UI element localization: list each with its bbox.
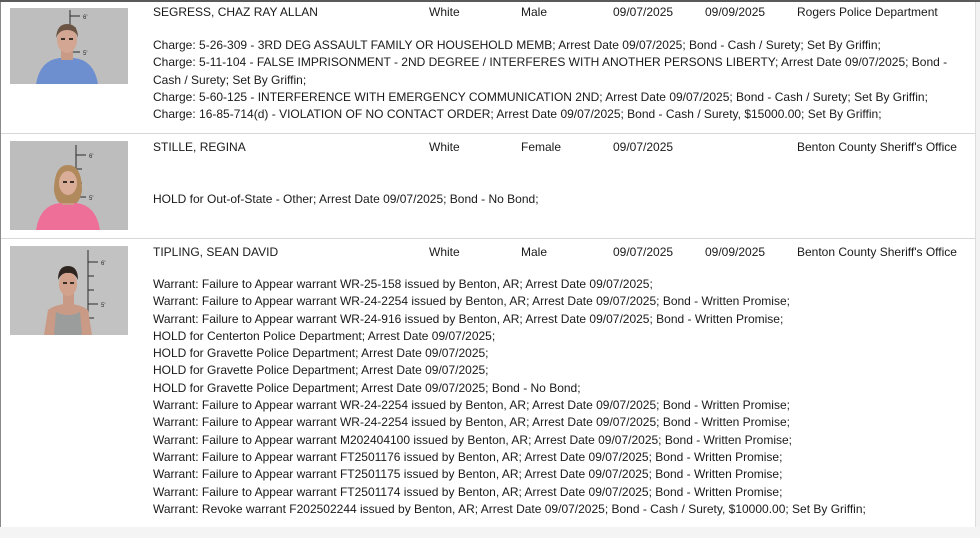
charge-line: HOLD for Gravette Police Department; Arrest Date 09/07/2025; [153,363,489,378]
charge-list [153,276,965,518]
release-date: 09/09/2025 [705,245,766,259]
inmate-record[interactable] [1,239,975,527]
inmate-listing [0,2,976,527]
charge-list [153,191,965,208]
charge-line: Warrant: Failure to Appear warrant FT2501175 issued by Benton, AR; Arrest Date 09/07/2025; Bond - Written Promise; [153,467,783,482]
arrest-date: 09/07/2025 [613,5,674,19]
record-header [1,239,975,259]
charge-line: HOLD for Gravette Police Department; Arrest Date 09/07/2025; Bond - No Bond; [153,380,581,395]
inmate-name[interactable]: SEGRESS, CHAZ RAY ALLAN [153,5,318,19]
charge-line: Warrant: Revoke warrant F202502244 issued by Benton, AR; Arrest Date 09/07/2025; Bond - Cash / Surety, $10000.00; Set By Griffin; [153,501,866,516]
charge-line: Warrant: Failure to Appear warrant WR-24-916 issued by Benton, AR; Arrest Date 09/07/2025; Bond - Written Promise; [153,311,784,326]
page-bottom-strip [0,527,980,538]
charge-line: Warrant: Failure to Appear warrant M202404100 issued by Benton, AR; Arrest Date 09/07/2025; Bond - Written Promise; [153,432,793,447]
svg-text:6': 6' [83,15,88,21]
mugshot-photo[interactable] [10,141,128,230]
svg-text:5': 5' [101,303,106,309]
charge-line: Charge: 16-85-714(d) - VIOLATION OF NO CONTACT ORDER; Arrest Date 09/07/2025; Bond - Cash / Surety, $15000.00; Set By Griffin; [153,107,882,122]
sex: Male [521,5,548,19]
arresting-agency: Benton County Sheriff's Office [797,140,957,154]
charge-line: HOLD for Centerton Police Department; Arrest Date 09/07/2025; [153,328,496,343]
charge-line: Charge: 5-11-104 - FALSE IMPRISONMENT - 2ND DEGREE / INTERFERES WITH ANOTHER PERSONS LIBERTY; Arrest Date 09/07/2025; Bond - Cash / Surety; Set By Griffin; [153,55,948,87]
race: White [429,140,460,154]
arrest-date: 09/07/2025 [613,140,674,154]
charge-list [153,37,965,123]
svg-text:6': 6' [89,154,94,160]
svg-text:5': 5' [89,196,94,202]
charge-line: Warrant: Failure to Appear warrant FT2501176 issued by Benton, AR; Arrest Date 09/07/2025; Bond - Written Promise; [153,449,783,464]
record-header [1,134,975,154]
charge-line: Warrant: Failure to Appear warrant WR-24-2254 issued by Benton, AR; Arrest Date 09/07/2025; Bond - Written Promise; [153,415,790,430]
inmate-record[interactable] [1,2,975,134]
charge-line: Warrant: Failure to Appear warrant WR-24-2254 issued by Benton, AR; Arrest Date 09/07/2025; Bond - Written Promise; [153,294,790,309]
inmate-record[interactable] [1,134,975,239]
release-date: 09/09/2025 [705,5,766,19]
charge-line: HOLD for Out-of-State - Other; Arrest Date 09/07/2025; Bond - No Bond; [153,192,539,206]
charge-line: Warrant: Failure to Appear warrant WR-25-158 issued by Benton, AR; Arrest Date 09/07/2025; [153,277,653,291]
race: White [429,245,460,259]
race: White [429,5,460,19]
svg-text:5': 5' [83,51,88,57]
arresting-agency: Rogers Police Department [797,5,938,19]
arresting-agency: Benton County Sheriff's Office [797,245,957,259]
charge-line: Warrant: Failure to Appear warrant WR-24-2254 issued by Benton, AR; Arrest Date 09/07/2025; Bond - Written Promise; [153,398,790,413]
charge-line: Warrant: Failure to Appear warrant FT2501174 issued by Benton, AR; Arrest Date 09/07/2025; Bond - Written Promise; [153,484,783,499]
inmate-name[interactable]: STILLE, REGINA [153,140,246,154]
charge-line: Charge: 5-60-125 - INTERFERENCE WITH EMERGENCY COMMUNICATION 2ND; Arrest Date 09/07/2025; Bond - Cash / Surety; Set By Griffin; [153,89,928,104]
arrest-date: 09/07/2025 [613,245,674,259]
inmate-name[interactable]: TIPLING, SEAN DAVID [153,245,279,259]
mugshot-photo[interactable] [10,246,128,335]
sex: Male [521,245,548,259]
charge-line: HOLD for Gravette Police Department; Arrest Date 09/07/2025; [153,346,489,361]
svg-text:6': 6' [101,261,106,267]
charge-line: Charge: 5-26-309 - 3RD DEG ASSAULT FAMILY OR HOUSEHOLD MEMB; Arrest Date 09/07/2025; Bond - Cash / Surety; Set By Griffin; [153,38,881,52]
record-header [1,2,975,22]
sex: Female [521,140,562,154]
